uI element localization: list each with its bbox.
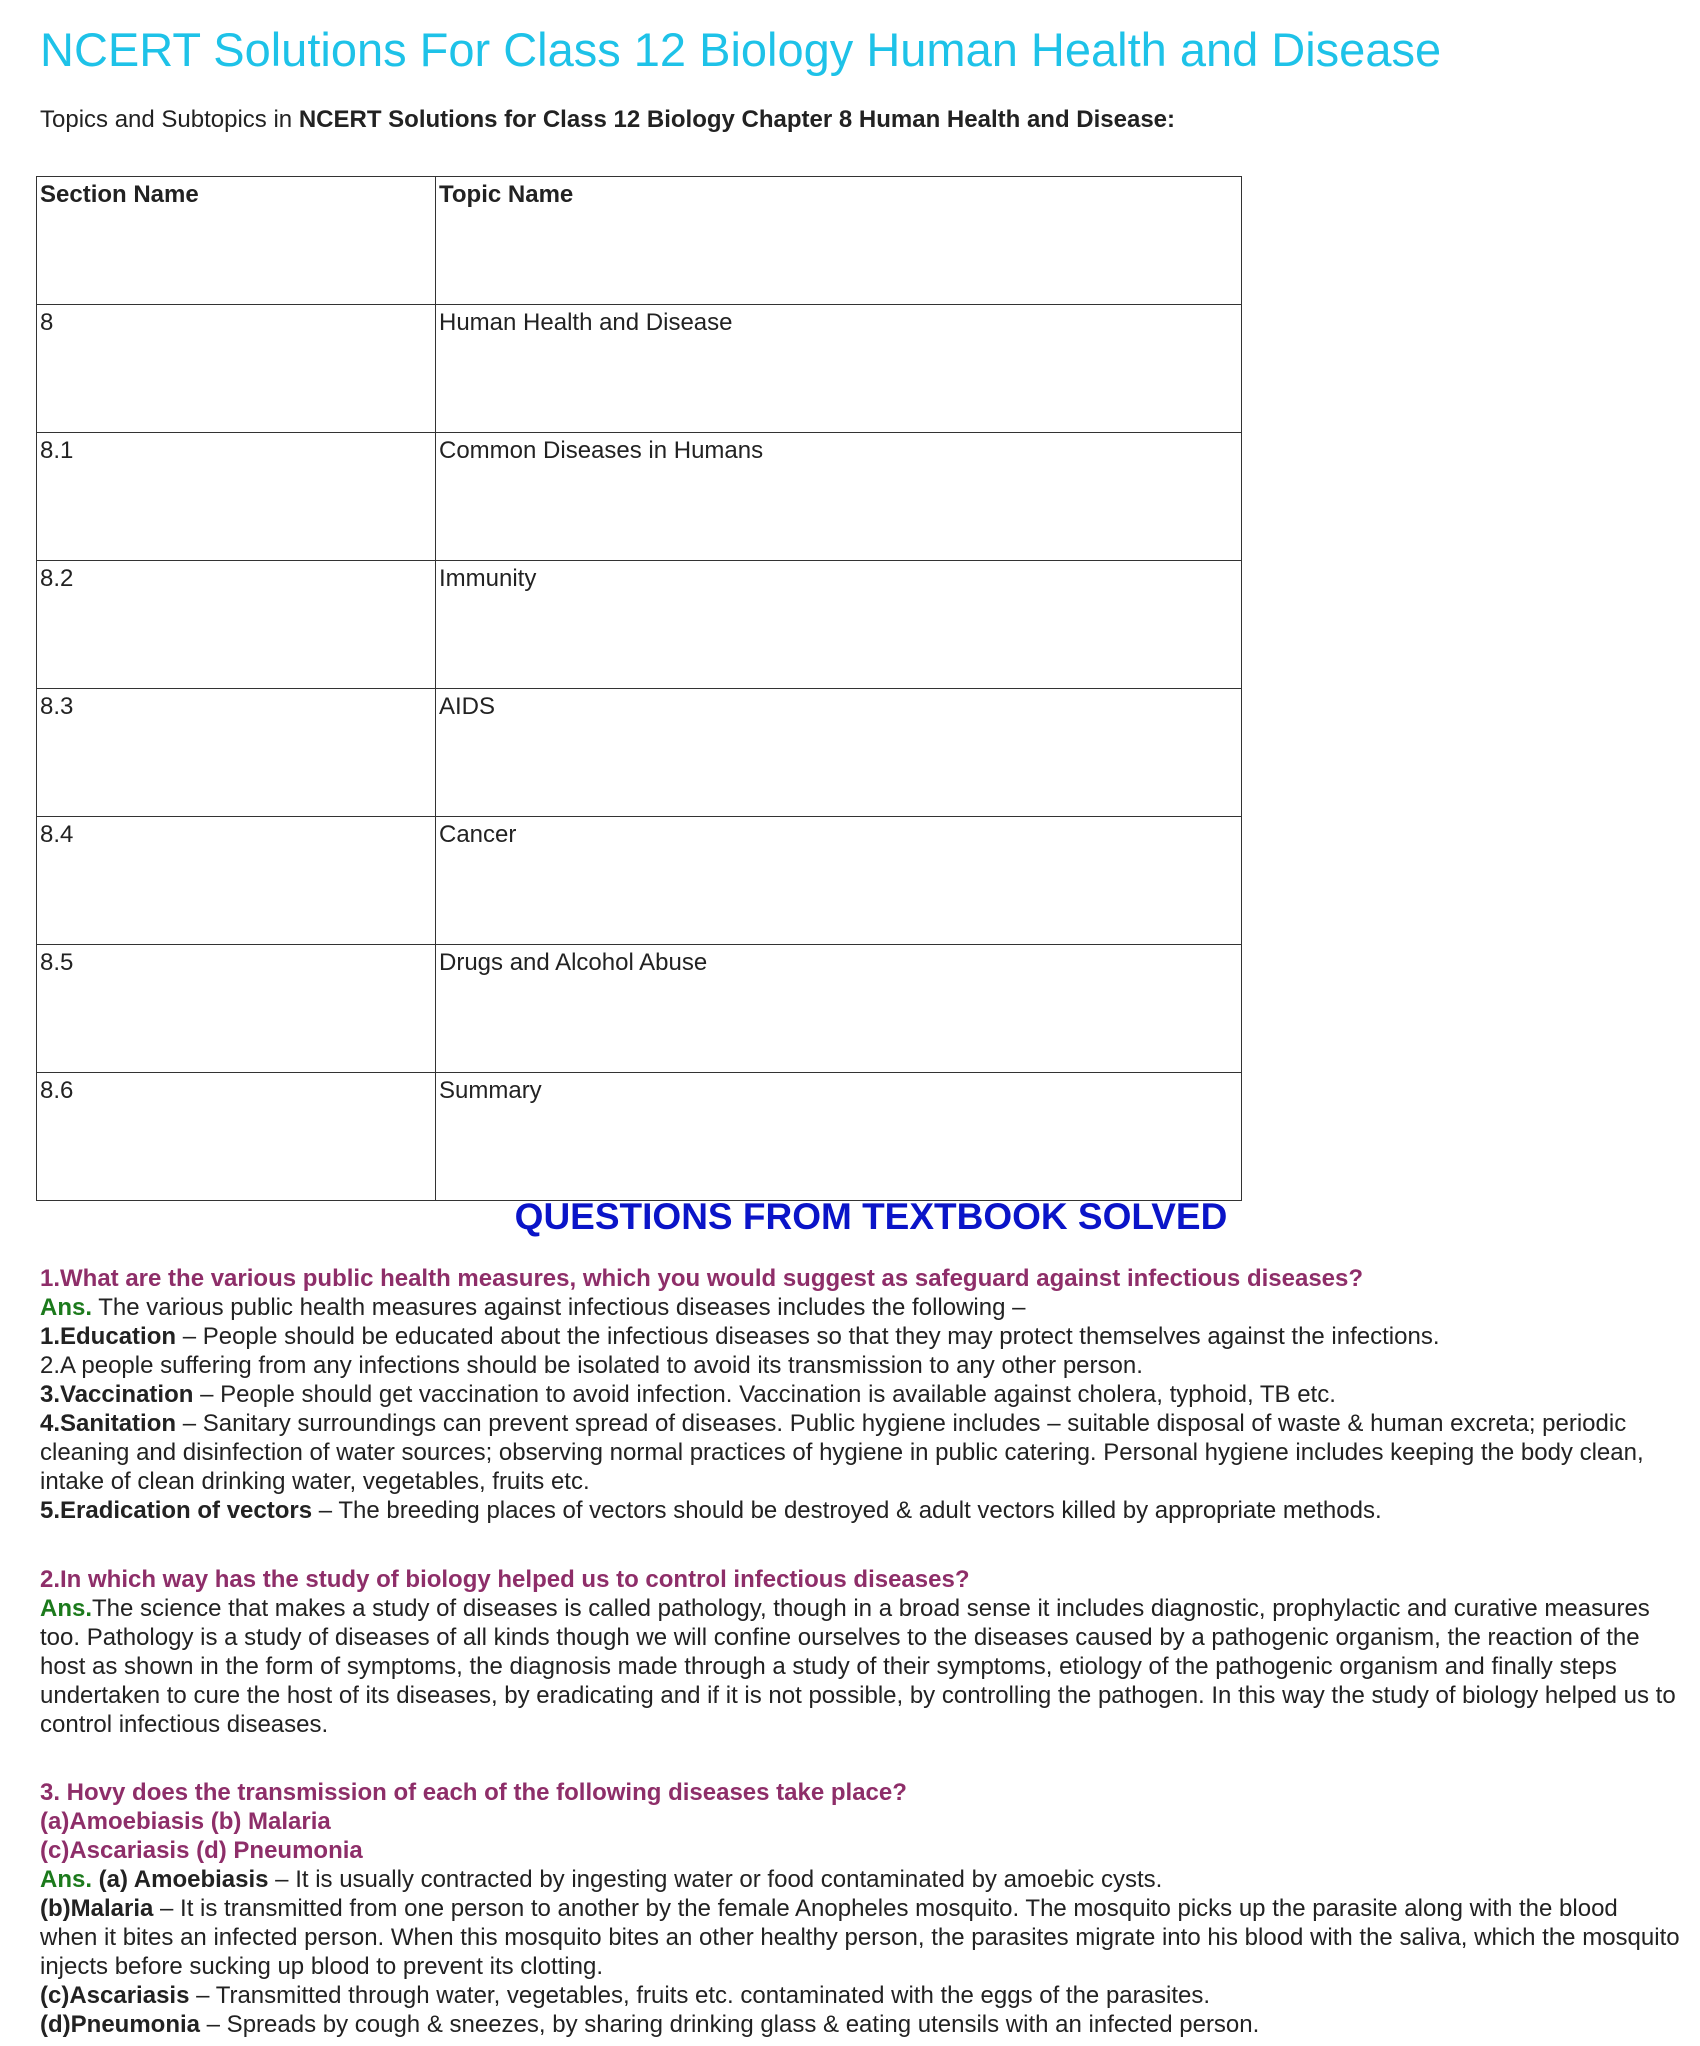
point-text: – It is usually contracted by ingesting water or food contaminated by amoebic cysts. <box>268 1866 1163 1893</box>
question-2-block <box>40 1565 1680 1739</box>
question-3-block <box>40 1778 1680 2039</box>
header-section-name: Section Name <box>37 177 436 305</box>
answer-1-point-2: 2.A people suffering from any infections should be isolated to avoid its transmission to any other person. <box>40 1352 1143 1379</box>
answer-3-a <box>40 1865 1680 1894</box>
answer-text: The various public health measures against infectious diseases includes the following – <box>92 1294 1026 1321</box>
section-heading <box>0 1196 1700 1238</box>
question-3-options-1: (a)Amoebiasis (b) Malaria <box>40 1808 331 1835</box>
section-cell: 8.2 <box>37 561 436 689</box>
table-row <box>37 945 1242 1073</box>
answer-label: Ans. <box>40 1595 93 1622</box>
table-row <box>37 817 1242 945</box>
question-3-options-2: (c)Ascariasis (d) Pneumonia <box>40 1837 363 1864</box>
topics-table <box>36 176 1242 1201</box>
answer-1-intro <box>40 1293 1680 1322</box>
table-row <box>37 1073 1242 1201</box>
point-text: – Sanitary surroundings can prevent spread of diseases. Public hygiene includes – suitable disposal of waste & human excreta; periodic cleaning and disinfection of water sources; observing normal practices of hygiene in public catering. Personal hygiene includes keeping the body clean, intake of clean drinking water, vegetables, fruits etc. <box>40 1410 1644 1495</box>
point-title: (b)Malaria <box>40 1895 154 1922</box>
topic-cell: Human Health and Disease <box>436 305 1242 433</box>
answer-label: Ans. <box>40 1294 93 1321</box>
section-cell: 8.1 <box>37 433 436 561</box>
topics-intro-text: Topics and Subtopics in <box>40 106 299 133</box>
point-text: – People should be educated about the infectious diseases so that they may protect themselves against the infections. <box>176 1323 1440 1350</box>
point-text: – It is transmitted from one person to another by the female Anopheles mosquito. The mosquito picks up the parasite along with the blood when it bites an infected person. When this mosquito bites an other healthy person, the parasites migrate into his blood with the saliva, which the mosquito injects before sucking up blood to prevent its clotting. <box>40 1895 1680 1980</box>
point-title: 5.Eradication of vectors <box>40 1497 313 1524</box>
topics-intro-chapter: NCERT Solutions for Class 12 Biology Chapter 8 Human Health and Disease: <box>298 106 1176 133</box>
section-cell: 8.5 <box>37 945 436 1073</box>
page-title: NCERT Solutions For Class 12 Biology Human Health and Disease <box>40 23 1442 76</box>
answer-label: Ans. <box>40 1866 93 1893</box>
table-row <box>37 305 1242 433</box>
table-row <box>37 561 1242 689</box>
topics-intro <box>40 106 1175 134</box>
point-title: 3.Vaccination <box>40 1381 194 1408</box>
table-row <box>37 433 1242 561</box>
header-topic-name: Topic Name <box>436 177 1242 305</box>
answer-3-d <box>40 2010 1680 2039</box>
question-3: 3. Hovy does the transmission of each of the following diseases take place? <box>40 1779 907 1806</box>
topic-cell: Common Diseases in Humans <box>436 433 1242 561</box>
topic-cell: Immunity <box>436 561 1242 689</box>
point-title: (a) Amoebiasis <box>92 1866 269 1893</box>
topic-cell: Drugs and Alcohol Abuse <box>436 945 1242 1073</box>
topic-cell: Cancer <box>436 817 1242 945</box>
point-text: – Transmitted through water, vegetables, fruits etc. contaminated with the eggs of the parasites. <box>189 1982 1210 2009</box>
answer-1-point-5 <box>40 1496 1680 1525</box>
question-1: 1.What are the various public health measures, which you would suggest as safeguard against infectious diseases? <box>40 1265 1364 1292</box>
answer-3-c <box>40 1981 1680 2010</box>
section-cell: 8.3 <box>37 689 436 817</box>
question-1-block <box>40 1264 1680 1525</box>
section-cell: 8 <box>37 305 436 433</box>
answer-2 <box>40 1594 1680 1739</box>
answer-1-point-1 <box>40 1322 1680 1351</box>
section-cell: 8.6 <box>37 1073 436 1201</box>
table-row <box>37 689 1242 817</box>
answer-text: The science that makes a study of diseases is called pathology, though in a broad sense it includes diagnostic, prophylactic and curative measures too. Pathology is a study of diseases of all kinds though we will confine ourselves to the diseases caused by a pathogenic organism, the reaction of the host as shown in the form of symptoms, the diagnosis made through a study of their symptoms, etiology of the pathogenic organism and finally steps undertaken to cure the host of its diseases, by eradicating and if it is not possible, by controlling the pathogen. In this way the study of biology helped us to control infectious diseases. <box>40 1595 1676 1738</box>
answer-1-point-3 <box>40 1380 1680 1409</box>
answer-1-point-4 <box>40 1409 1680 1496</box>
section-heading-text: QUESTIONS FROM TEXTBOOK SOLVED <box>514 1196 1228 1237</box>
question-2: 2.In which way has the study of biology helped us to control infectious diseases? <box>40 1566 970 1593</box>
point-text: – Spreads by cough & sneezes, by sharing drinking glass & eating utensils with an infected person. <box>200 2011 1260 2038</box>
point-title: 1.Education <box>40 1323 177 1350</box>
topic-cell: Summary <box>436 1073 1242 1201</box>
point-text: – The breeding places of vectors should be destroyed & adult vectors killed by appropriate methods. <box>312 1497 1382 1524</box>
point-text: – People should get vaccination to avoid infection. Vaccination is available against cholera, typhoid, TB etc. <box>193 1381 1336 1408</box>
answer-3-b <box>40 1894 1680 1981</box>
table-header-row <box>37 177 1242 305</box>
topic-cell: AIDS <box>436 689 1242 817</box>
point-title: 4.Sanitation <box>40 1410 177 1437</box>
point-title: (d)Pneumonia <box>40 2011 200 2038</box>
point-title: (c)Ascariasis <box>40 1982 190 2009</box>
section-cell: 8.4 <box>37 817 436 945</box>
